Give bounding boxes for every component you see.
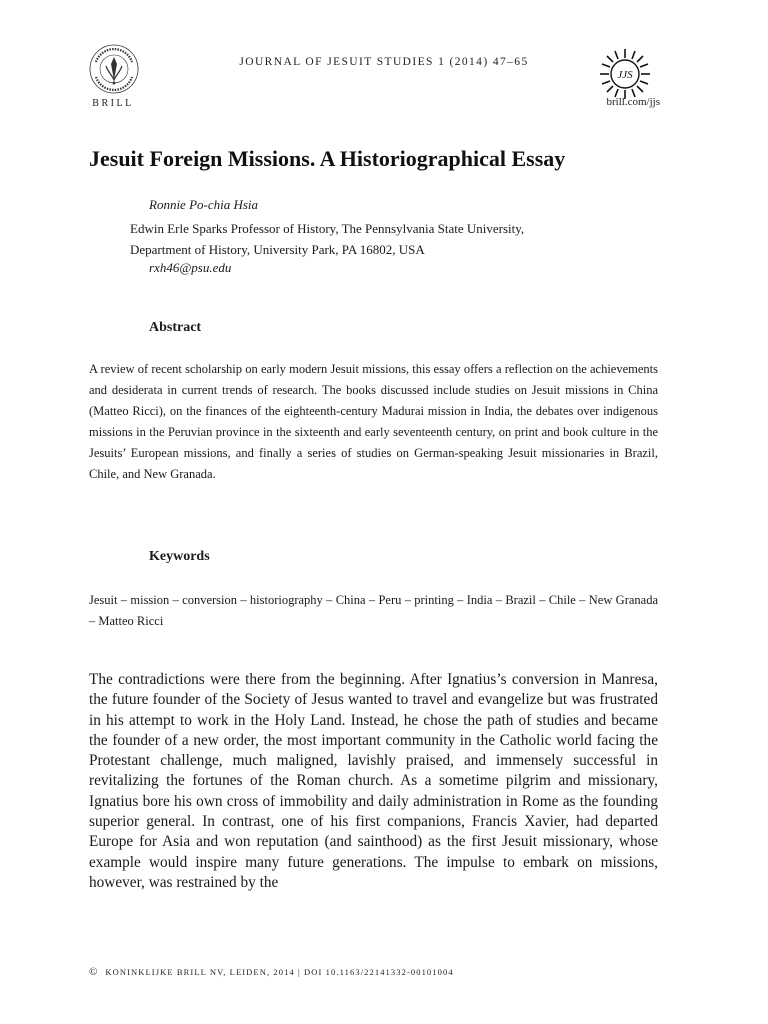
article-title: Jesuit Foreign Missions. A Historiographical Essay	[89, 146, 566, 171]
brill-seal-icon	[86, 42, 142, 96]
keywords-text: Jesuit – mission – conversion – historiography – China – Peru – printing – India – Brazil – Chile – New Granada – Matteo Ricci	[89, 593, 658, 628]
affiliation-line: Department of History, University Park, PA 16802, USA	[130, 242, 425, 257]
publisher-name: BRILL	[92, 98, 134, 109]
copyright-symbol: ©	[89, 966, 98, 978]
affiliation-line: Edwin Erle Sparks Professor of History, The Pennsylvania State University,	[130, 221, 525, 236]
journal-url[interactable]: brill.com/jjs	[606, 96, 660, 108]
jjs-sunburst-icon	[597, 46, 653, 102]
journal-citation: JOURNAL OF JESUIT STUDIES 1 (2014) 47–65	[239, 56, 529, 68]
author-name: Ronnie Po-chia Hsia	[149, 197, 259, 212]
abstract-heading: Abstract	[149, 320, 202, 335]
abstract-text: A review of recent scholarship on early modern Jesuit missions, this essay offers a reflection on the achievements and desiderata in current trends of research. The books discussed include studies on Jesuit missions in China (Matteo Ricci), on the finances of the eighteenth-century Madurai mission in India, the debates over indigenous missions in the Peruvian province in the sixteenth and early seventeenth century, on print and book culture in the Jesuits’ European missions, and finally a series of studies on German-speaking Jesuit missionaries in Brazil, Chile, and New Granada.	[89, 362, 658, 481]
body-paragraph: The contradictions were there from the beginning. After Ignatius’s conversion in Manresa, the future founder of the Society of Jesus wanted to travel and evangelize but was frustrated in his attempt to work in the Holy Land. Instead, he chose the path of studies and became the founder of a new order, the most important community in the Catholic world facing the Protestant challenge, much maligned, lavishly praised, and immensely successful in revitalizing the fortunes of the Roman church. As a sometime pilgrim and missionary, Ignatius bore his own cross of immobility and daily administration in Rome as the founding superior general. In contrast, one of his first companions, Francis Xavier, had departed Europe for Asia and won reputation (and sainthood) as the first Jesuit missionary, whose example would inspire many future generations. The impulse to embark on missions, however, was restrained by the	[89, 671, 658, 891]
author-email[interactable]: rxh46@psu.edu	[149, 260, 232, 275]
page-footer	[89, 966, 454, 978]
footer-text: KONINKLIJKE BRILL NV, LEIDEN, 2014 | DOI 10.1163/22141332-00101004	[105, 967, 454, 977]
keywords-heading: Keywords	[149, 549, 210, 564]
jjs-logo-text: JJS	[617, 69, 633, 81]
author-affiliation	[130, 218, 524, 260]
body-text	[89, 670, 658, 893]
